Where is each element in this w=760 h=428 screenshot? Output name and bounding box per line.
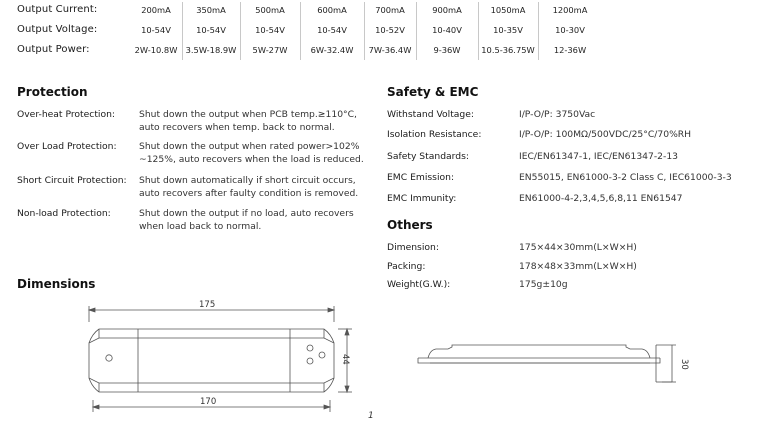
protection-desc-line: auto recovers when temp. back to normal. <box>139 122 335 133</box>
safety-label-standards: Safety Standards: <box>387 151 469 162</box>
protection-label-overheat: Over-heat Protection: <box>17 109 116 120</box>
safety-title: Safety & EMC <box>387 85 479 99</box>
others-title: Others <box>387 218 433 232</box>
protection-desc-line: Shut down automatically if short circuit occurs, <box>139 175 356 186</box>
cell-voltage-7: 10-30V <box>555 25 585 35</box>
dimensions-title: Dimensions <box>17 277 96 291</box>
protection-label-short-circuit: Short Circuit Protection: <box>17 175 127 186</box>
dim-label-height: 30 <box>679 359 689 370</box>
cell-voltage-5: 10-40V <box>432 25 462 35</box>
protection-title: Protection <box>17 85 88 99</box>
cell-current-4: 700mA <box>375 5 405 15</box>
others-value-weight: 175g±10g <box>519 279 568 290</box>
protection-desc-line: when load back to normal. <box>139 221 262 232</box>
page-number: 1 <box>368 411 374 421</box>
safety-value-withstand: I/P-O/P: 3750Vac <box>519 109 596 120</box>
cell-voltage-2: 10-54V <box>255 25 285 35</box>
safety-label-emission: EMC Emission: <box>387 172 455 183</box>
row-label-output-voltage: Output Voltage: <box>17 24 98 35</box>
dim-label-width: 44 <box>340 354 350 365</box>
protection-label-non-load: Non-load Protection: <box>17 208 111 219</box>
cell-power-1: 3.5W-18.9W <box>185 45 237 55</box>
cell-voltage-6: 10-35V <box>493 25 523 35</box>
protection-desc-line: auto recovers after faulty condition is removed. <box>139 188 359 199</box>
others-label-packing: Packing: <box>387 261 426 272</box>
others-label-dimension: Dimension: <box>387 242 439 253</box>
cell-power-3: 6W-32.4W <box>310 45 354 55</box>
row-label-output-power: Output Power: <box>17 44 90 55</box>
others-label-weight: Weight(G.W.): <box>387 279 451 290</box>
cell-current-3: 600mA <box>317 5 347 15</box>
protection-label-overload: Over Load Protection: <box>17 141 117 152</box>
cell-voltage-3: 10-54V <box>317 25 347 35</box>
safety-value-standards: IEC/EN61347-1, IEC/EN61347-2-13 <box>519 151 679 162</box>
protection-desc-line: Shut down the output when rated power>102% <box>139 141 360 152</box>
cell-current-1: 350mA <box>196 5 226 15</box>
cell-current-2: 500mA <box>255 5 285 15</box>
cell-power-4: 7W-36.4W <box>368 45 412 55</box>
cell-current-5: 900mA <box>432 5 462 15</box>
safety-label-withstand: Withstand Voltage: <box>387 109 475 120</box>
dim-label-length-outer: 175 <box>199 300 216 310</box>
protection-desc-line: Shut down the output when PCB temp.≥110°C, <box>139 109 357 120</box>
cell-power-2: 5W-27W <box>252 45 288 55</box>
cell-power-0: 2W-10.8W <box>134 45 178 55</box>
others-value-packing: 178×48×33mm(L×W×H) <box>519 261 637 272</box>
safety-label-isolation: Isolation Resistance: <box>387 129 482 140</box>
cell-current-6: 1050mA <box>490 5 526 15</box>
others-value-dimension: 175×44×30mm(L×W×H) <box>519 242 637 253</box>
cell-voltage-0: 10-54V <box>141 25 171 35</box>
cell-power-7: 12-36W <box>553 45 587 55</box>
safety-label-immunity: EMC Immunity: <box>387 193 457 204</box>
row-label-output-current: Output Current: <box>17 4 98 15</box>
cell-voltage-4: 10-52V <box>375 25 405 35</box>
protection-desc-line: Shut down the output if no load, auto recovers <box>139 208 354 219</box>
cell-current-0: 200mA <box>141 5 171 15</box>
cell-power-6: 10.5-36.75W <box>481 45 535 55</box>
safety-value-emission: EN55015, EN61000-3-2 Class C, IEC61000-3-3 <box>519 172 732 183</box>
cell-current-7: 1200mA <box>552 5 588 15</box>
safety-value-isolation: I/P-O/P: 100MΩ/500VDC/25°C/70%RH <box>519 129 692 140</box>
cell-voltage-1: 10-54V <box>196 25 226 35</box>
safety-value-immunity: EN61000-4-2,3,4,5,6,8,11 EN61547 <box>519 193 683 204</box>
cell-power-5: 9-36W <box>433 45 461 55</box>
dim-label-length-inner: 170 <box>200 397 217 407</box>
protection-desc-line: ~125%, auto recovers when the load is reduced. <box>139 154 364 165</box>
